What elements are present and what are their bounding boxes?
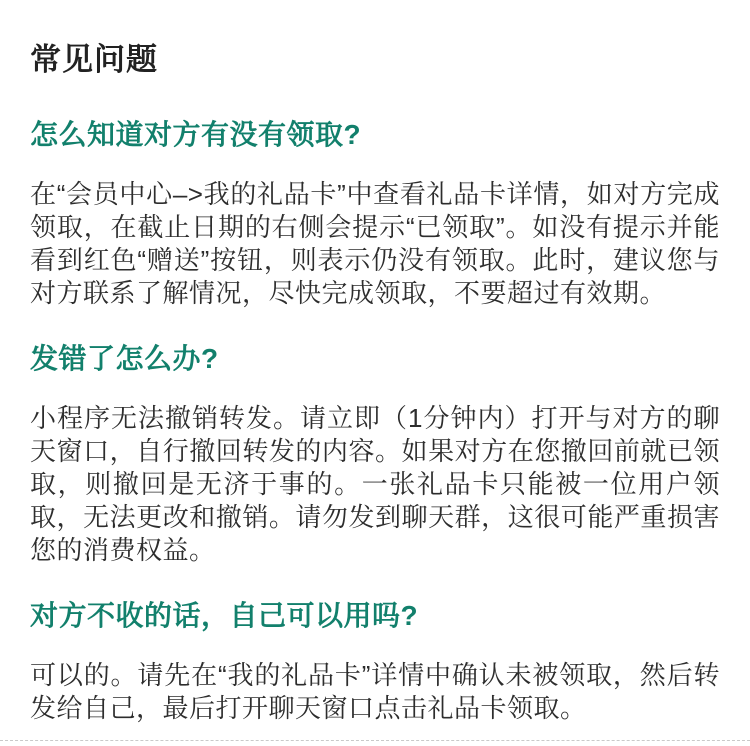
faq-answer-how-to-know-claimed: 在“会员中心–>我的礼品卡”中查看礼品卡详情，如对方完成领取，在截止日期的右侧会提示“已领取”。如没有提示并能看到红色“赠送”按钮，则表示仍没有领取。此时，建议您与对方联系了解情况，尽快完成领取，不要超过有效期。 xyxy=(30,179,720,308)
faq-answer-sent-by-mistake: 小程序无法撤销转发。请立即（1分钟内）打开与对方的聊天窗口，自行撤回转发的内容。如果对方在您撤回前就已领取，则撤回是无济于事的。一张礼品卡只能被一位用户领取，无法更改和撤销。请勿发到聊天群，这很可能严重损害您的消费权益。 xyxy=(30,403,720,565)
faq-question-use-myself: 对方不收的话，自己可以用吗? xyxy=(30,600,419,631)
faq-section xyxy=(30,342,720,567)
page-title: 常见问题 xyxy=(30,42,158,77)
faq-question-sent-by-mistake: 发错了怎么办? xyxy=(30,343,219,374)
faq-section xyxy=(30,599,720,725)
faq-answer-use-myself: 可以的。请先在“我的礼品卡”详情中确认未被领取，然后转发给自己，最后打开聊天窗口点击礼品卡领取。 xyxy=(30,660,720,723)
faq-section xyxy=(30,118,720,310)
bottom-dashed-divider xyxy=(0,740,750,741)
faq-question-how-to-know-claimed: 怎么知道对方有没有领取? xyxy=(30,119,362,150)
